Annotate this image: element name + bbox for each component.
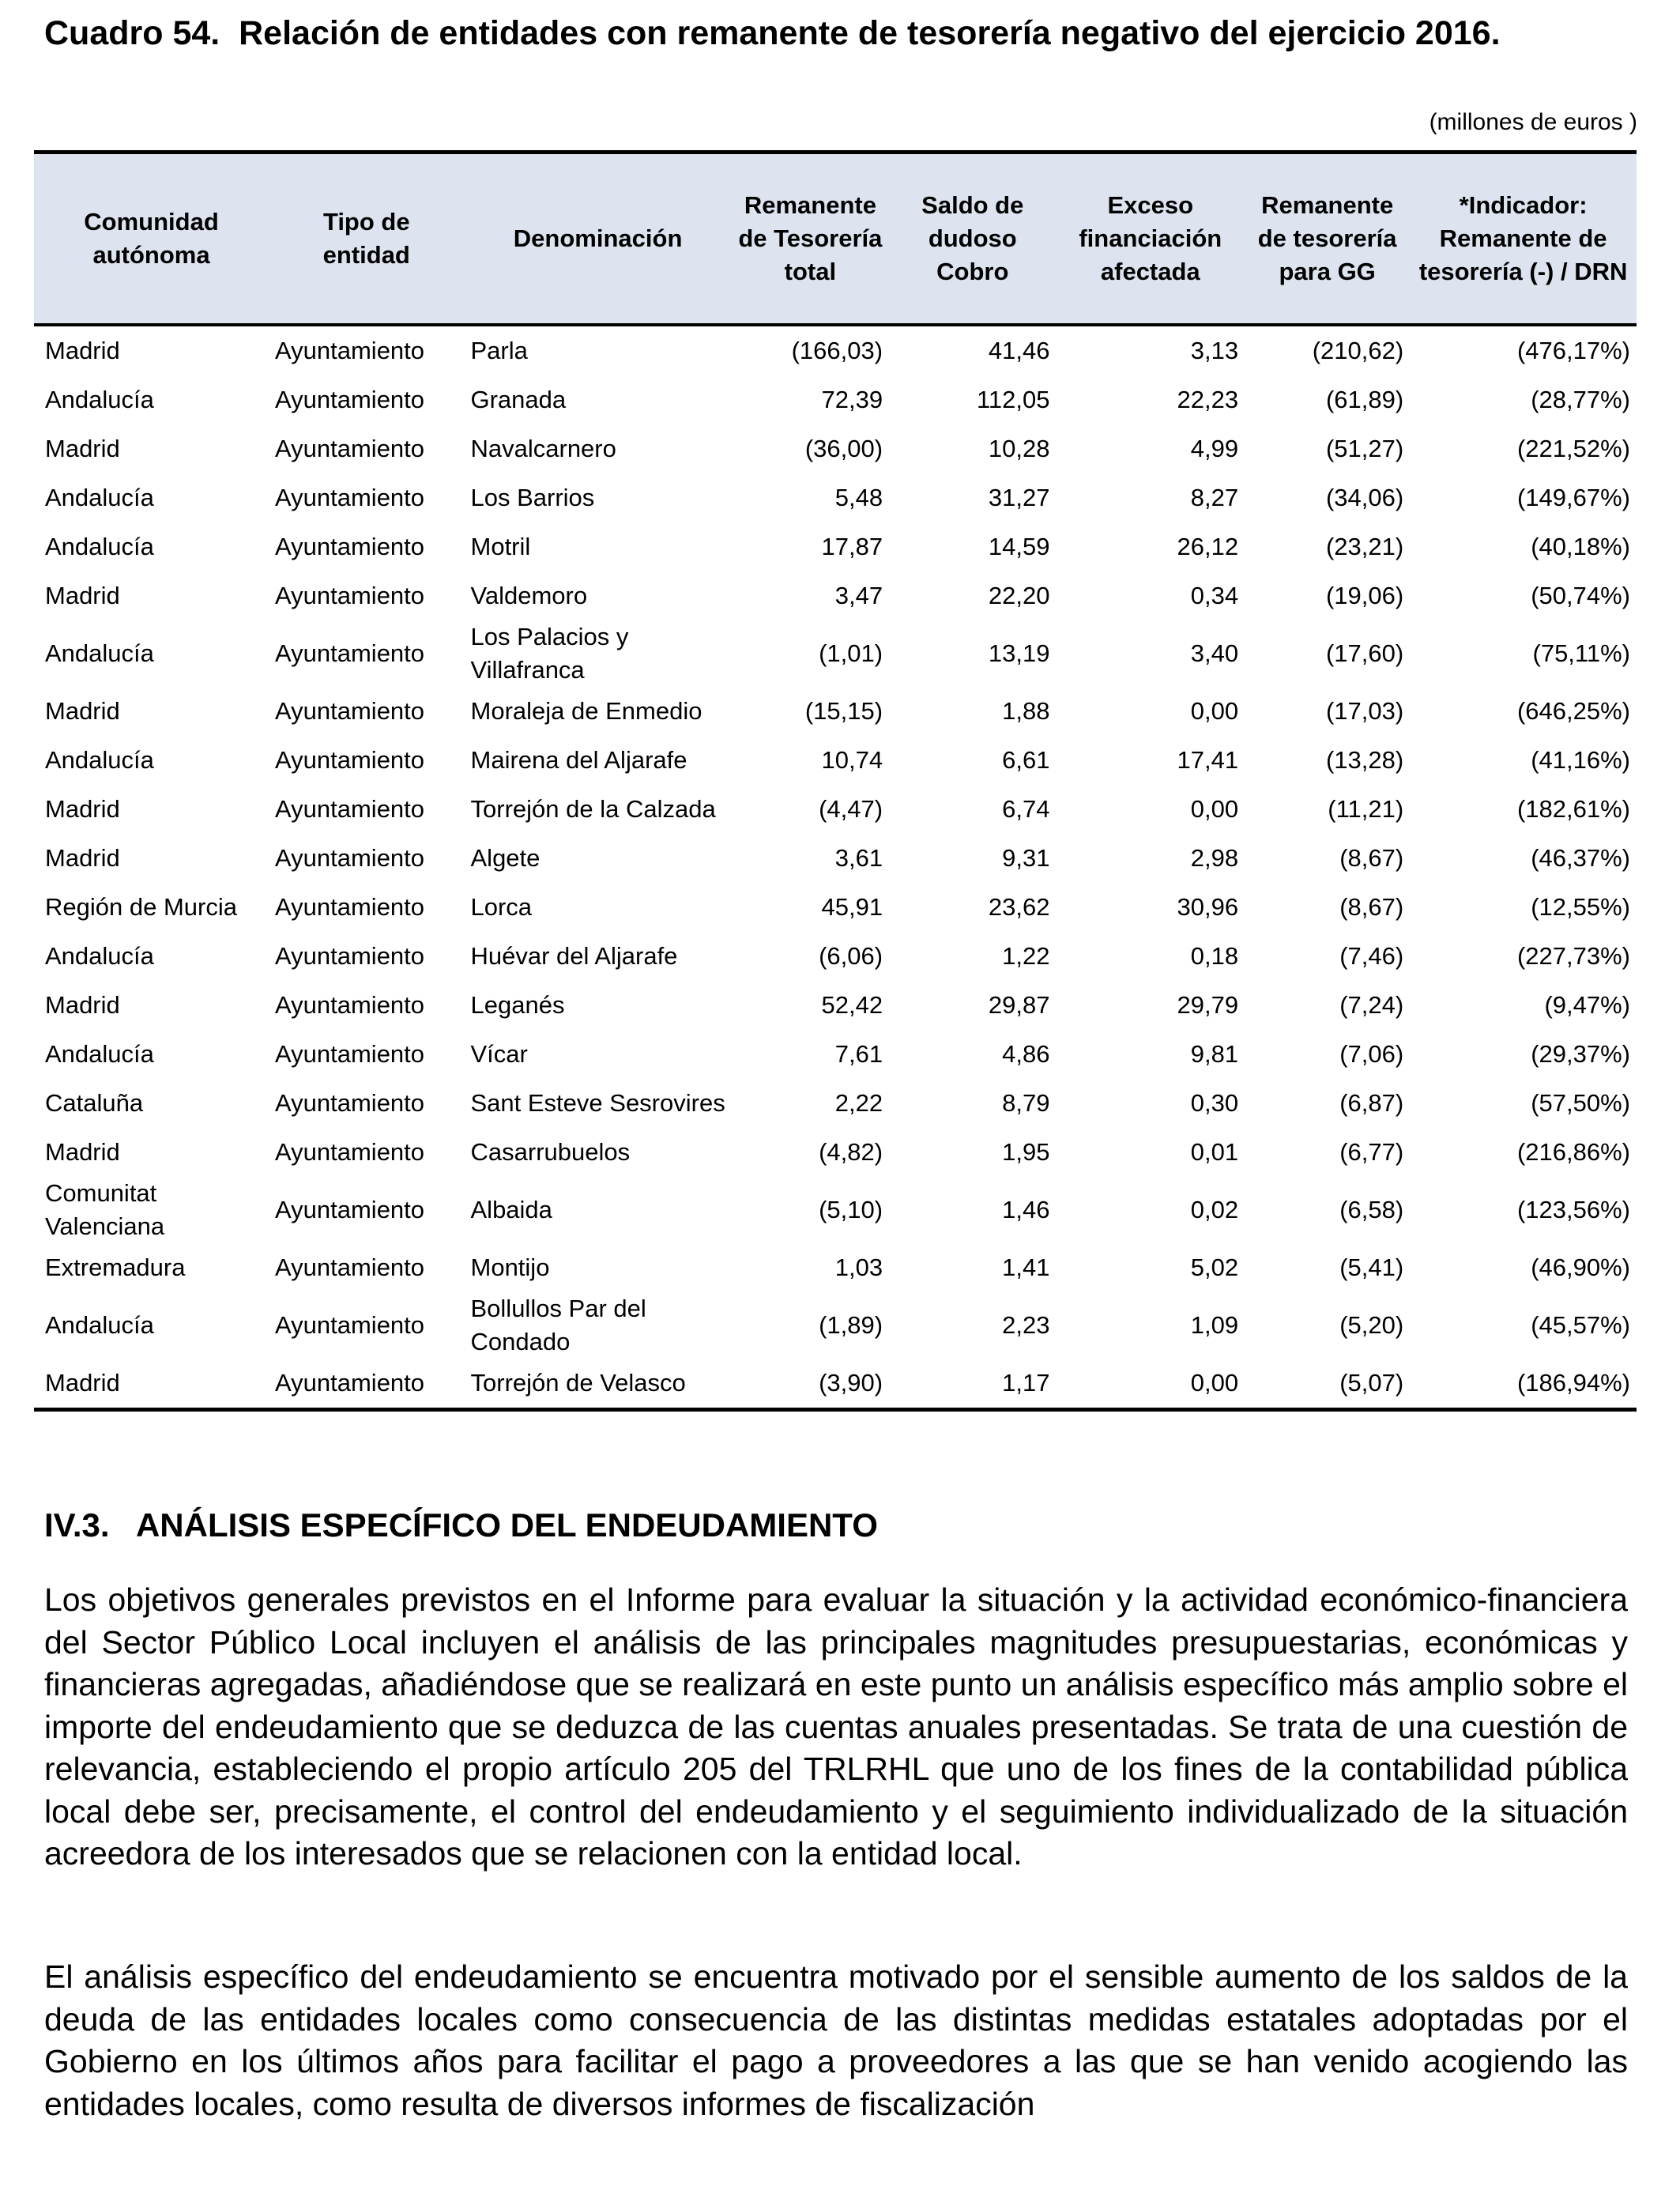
cell-denominacion: Vícar xyxy=(470,1040,528,1068)
cell-remanente-total: 7,61 xyxy=(834,1040,883,1068)
cell-exceso-financiacion: 3,13 xyxy=(1190,337,1239,364)
cell-remanente-total: 52,42 xyxy=(821,991,883,1019)
table-row xyxy=(34,1243,1637,1292)
table-row xyxy=(34,932,1637,981)
cell-comunidad: Madrid xyxy=(34,1359,269,1410)
cell-remanente-gg: (8,67) xyxy=(1339,893,1404,921)
cell-tipo: Ayuntamiento xyxy=(275,1311,425,1339)
cell-tipo: Ayuntamiento xyxy=(269,1359,464,1410)
header-exceso-financiacion: Exceso financiación afectada xyxy=(1056,153,1245,326)
cell-remanente-gg: (5,41) xyxy=(1339,1253,1404,1281)
cell-exceso-financiacion: 1,09 xyxy=(1190,1311,1239,1339)
header-remanente-gg: Remanente de tesorería para GG xyxy=(1245,153,1410,326)
cell-remanente-total: (1,01) xyxy=(819,639,883,667)
cell-remanente-gg: (6,58) xyxy=(1339,1196,1404,1223)
cell-comunidad: Madrid xyxy=(45,582,120,609)
cell-tipo: Ayuntamiento xyxy=(275,991,425,1019)
cell-indicador: (41,16%) xyxy=(1531,746,1630,774)
cell-indicador: (221,52%) xyxy=(1516,435,1630,462)
cell-indicador: (646,25%) xyxy=(1516,697,1630,725)
cell-denominacion: Lorca xyxy=(470,893,533,921)
cell-exceso-financiacion: 9,81 xyxy=(1190,1040,1239,1068)
cell-denominacion: Moraleja de Enmedio xyxy=(470,697,703,725)
cell-denominacion: Los Palacios y Villafranca xyxy=(470,623,629,684)
cell-remanente-gg: (7,06) xyxy=(1339,1040,1404,1068)
cell-remanente-total: 3,47 xyxy=(834,582,883,609)
cell-exceso-financiacion: 17,41 xyxy=(1177,746,1239,774)
cell-dudoso-cobro: 41,46 xyxy=(988,337,1050,364)
cell-tipo: Ayuntamiento xyxy=(275,844,425,872)
cell-tipo: Ayuntamiento xyxy=(275,639,425,667)
cell-comunidad: Andalucía xyxy=(45,386,154,413)
cell-indicador: (123,56%) xyxy=(1516,1196,1630,1223)
cell-remanente-gg: (23,21) xyxy=(1325,533,1404,560)
cell-denominacion: Torrejón de Velasco xyxy=(465,1359,732,1410)
cell-remanente-gg: (17,03) xyxy=(1325,697,1404,725)
cell-dudoso-cobro: 9,31 xyxy=(1002,844,1050,872)
header-tipo: Tipo de entidad xyxy=(269,153,464,326)
cell-remanente-gg: (6,77) xyxy=(1339,1138,1404,1166)
table-row xyxy=(34,571,1637,620)
cell-tipo: Ayuntamiento xyxy=(275,1138,425,1166)
cell-exceso-financiacion: 30,96 xyxy=(1177,893,1239,921)
cell-dudoso-cobro: 14,59 xyxy=(988,533,1050,560)
cell-tipo: Ayuntamiento xyxy=(275,1040,425,1068)
cell-indicador: (40,18%) xyxy=(1531,533,1630,560)
cell-tipo: Ayuntamiento xyxy=(275,533,425,560)
cell-denominacion: Sant Esteve Sesrovires xyxy=(470,1089,725,1117)
cell-dudoso-cobro: 31,27 xyxy=(988,484,1050,511)
cell-exceso-financiacion: 0,01 xyxy=(1190,1138,1239,1166)
cell-dudoso-cobro: 6,74 xyxy=(1002,795,1050,823)
header-indicador: *Indicador: Remanente de tesorería (-) / DRN xyxy=(1410,153,1637,326)
table-row xyxy=(34,981,1637,1030)
cell-tipo: Ayuntamiento xyxy=(275,893,425,921)
cell-remanente-gg: (5,07) xyxy=(1245,1359,1410,1410)
table-row xyxy=(34,834,1637,883)
cell-comunidad: Andalucía xyxy=(45,639,154,667)
table-row xyxy=(34,1079,1637,1128)
cell-denominacion: Los Barrios xyxy=(470,484,595,511)
cell-denominacion: Huévar del Aljarafe xyxy=(470,942,678,970)
cell-remanente-total: (166,03) xyxy=(791,337,883,364)
cell-remanente-total: (4,47) xyxy=(819,795,883,823)
table-row xyxy=(34,620,1637,687)
cell-dudoso-cobro: 1,22 xyxy=(1002,942,1050,970)
cell-remanente-total: (4,82) xyxy=(819,1138,883,1166)
table-row xyxy=(34,785,1637,834)
cell-tipo: Ayuntamiento xyxy=(275,582,425,609)
cell-remanente-total: (6,06) xyxy=(819,942,883,970)
cell-exceso-financiacion: 0,00 xyxy=(1056,1359,1245,1410)
cell-comunidad: Andalucía xyxy=(45,942,154,970)
cell-denominacion: Algete xyxy=(470,844,541,872)
cell-remanente-gg: (51,27) xyxy=(1325,435,1404,462)
cell-remanente-total: 45,91 xyxy=(821,893,883,921)
table-row xyxy=(34,1177,1637,1243)
cell-exceso-financiacion: 8,27 xyxy=(1190,484,1239,511)
cell-denominacion: Parla xyxy=(470,337,528,364)
cell-tipo: Ayuntamiento xyxy=(275,435,425,462)
cell-indicador: (182,61%) xyxy=(1516,795,1630,823)
body-paragraph-1: Los objetivos generales previstos en el Informe para evaluar la situación y la actividad económico-financiera del Sector Público Local incluyen el análisis de las principales magnitudes presupuestarias, económicas y financieras agregadas, añadiéndose que se realizará en este punto un análisis específico más amplio sobre el importe del endeudamiento que se deduzca de las cuentas anuales presentadas. Se trata de una cuestión de relevancia, estableciendo el propio artículo 205 del TRLRHL que uno de los fines de la contabilidad pública local debe ser, precisamente, el control del endeudamiento y el seguimiento individualizado de la situación acreedora de los interesados que se relacionen con la entidad local. xyxy=(44,1581,1628,1872)
cell-dudoso-cobro: 1,88 xyxy=(1002,697,1050,725)
cell-exceso-financiacion: 5,02 xyxy=(1190,1253,1239,1281)
cell-indicador: (476,17%) xyxy=(1516,337,1630,364)
cell-dudoso-cobro: 6,61 xyxy=(1002,746,1050,774)
cell-remanente-gg: (5,20) xyxy=(1339,1311,1404,1339)
cell-remanente-total: 10,74 xyxy=(821,746,883,774)
cell-dudoso-cobro: 1,41 xyxy=(1002,1253,1050,1281)
cell-comunidad: Madrid xyxy=(45,337,120,364)
cell-tipo: Ayuntamiento xyxy=(275,697,425,725)
cell-remanente-gg: (34,06) xyxy=(1325,484,1404,511)
cell-indicador: (46,90%) xyxy=(1531,1253,1630,1281)
cell-denominacion: Bollullos Par del Condado xyxy=(470,1295,646,1355)
table-header-row xyxy=(34,153,1637,326)
cell-remanente-total: (15,15) xyxy=(804,697,883,725)
cell-tipo: Ayuntamiento xyxy=(275,337,425,364)
cell-exceso-financiacion: 2,98 xyxy=(1190,844,1239,872)
cell-indicador: (186,94%) xyxy=(1410,1359,1637,1410)
cell-denominacion: Valdemoro xyxy=(470,582,588,609)
section-heading: IV.3. ANÁLISIS ESPECÍFICO DEL ENDEUDAMIENTO xyxy=(44,1506,878,1544)
cell-remanente-total: (36,00) xyxy=(804,435,883,462)
cell-indicador: (12,55%) xyxy=(1531,893,1630,921)
cell-indicador: (29,37%) xyxy=(1531,1040,1630,1068)
cell-comunidad: Extremadura xyxy=(45,1253,186,1281)
cell-dudoso-cobro: 1,17 xyxy=(889,1359,1056,1410)
cell-denominacion: Albaida xyxy=(470,1196,552,1223)
cell-dudoso-cobro: 10,28 xyxy=(988,435,1050,462)
cell-comunidad: Región de Murcia xyxy=(45,893,237,921)
cell-denominacion: Navalcarnero xyxy=(470,435,616,462)
cell-remanente-total: 5,48 xyxy=(834,484,883,511)
cell-dudoso-cobro: 29,87 xyxy=(988,991,1050,1019)
table-row xyxy=(34,736,1637,785)
cell-exceso-financiacion: 0,34 xyxy=(1190,582,1239,609)
cell-indicador: (45,57%) xyxy=(1531,1311,1630,1339)
cell-indicador: (9,47%) xyxy=(1544,991,1630,1019)
cell-remanente-total: 1,03 xyxy=(834,1253,883,1281)
cell-dudoso-cobro: 23,62 xyxy=(988,893,1050,921)
cell-denominacion: Granada xyxy=(470,386,567,413)
cell-comunidad: Andalucía xyxy=(45,484,154,511)
cell-denominacion: Torrejón de la Calzada xyxy=(470,795,716,823)
cell-comunidad: Andalucía xyxy=(45,1311,154,1339)
cell-comunidad: Andalucía xyxy=(45,746,154,774)
header-dudoso-cobro: Saldo de dudoso Cobro xyxy=(889,153,1056,326)
cell-dudoso-cobro: 4,86 xyxy=(1002,1040,1050,1068)
cell-exceso-financiacion: 3,40 xyxy=(1190,639,1239,667)
units-note: (millones de euros ) xyxy=(1429,109,1637,135)
cell-dudoso-cobro: 1,46 xyxy=(1002,1196,1050,1223)
cell-remanente-gg: (8,67) xyxy=(1339,844,1404,872)
table-row xyxy=(34,1359,1637,1410)
cell-comunidad: Madrid xyxy=(45,991,120,1019)
cell-indicador: (28,77%) xyxy=(1531,386,1630,413)
cell-indicador: (46,37%) xyxy=(1531,844,1630,872)
table-row xyxy=(34,424,1637,473)
cell-tipo: Ayuntamiento xyxy=(275,484,425,511)
cell-exceso-financiacion: 26,12 xyxy=(1177,533,1239,560)
cell-denominacion: Leganés xyxy=(470,991,565,1019)
table-row xyxy=(34,1030,1637,1079)
cell-dudoso-cobro: 112,05 xyxy=(976,386,1050,413)
cell-tipo: Ayuntamiento xyxy=(275,746,425,774)
cell-dudoso-cobro: 22,20 xyxy=(988,582,1050,609)
table-row xyxy=(34,325,1637,375)
cell-remanente-gg: (210,62) xyxy=(1312,337,1404,364)
cell-indicador: (50,74%) xyxy=(1531,582,1630,609)
cell-comunidad: Cataluña xyxy=(45,1089,144,1117)
cell-exceso-financiacion: 0,00 xyxy=(1190,795,1239,823)
cell-remanente-gg: (19,06) xyxy=(1325,582,1404,609)
cell-remanente-total: 17,87 xyxy=(821,533,883,560)
cell-indicador: (149,67%) xyxy=(1516,484,1630,511)
table-caption: Cuadro 54. Relación de entidades con remanente de tesorería negativo del ejercicio 2016. xyxy=(44,14,1501,52)
cell-dudoso-cobro: 1,95 xyxy=(1002,1138,1050,1166)
cell-comunidad: Madrid xyxy=(45,795,120,823)
cell-comunidad: Madrid xyxy=(45,697,120,725)
cell-indicador: (216,86%) xyxy=(1516,1138,1630,1166)
table-row xyxy=(34,687,1637,736)
cell-remanente-gg: (11,21) xyxy=(1328,795,1404,823)
table-body xyxy=(34,325,1637,1410)
table-row xyxy=(34,883,1637,932)
cell-exceso-financiacion: 0,30 xyxy=(1190,1089,1239,1117)
cell-tipo: Ayuntamiento xyxy=(275,1196,425,1223)
cell-remanente-total: 72,39 xyxy=(821,386,883,413)
cell-exceso-financiacion: 22,23 xyxy=(1177,386,1239,413)
cell-exceso-financiacion: 29,79 xyxy=(1177,991,1239,1019)
cell-remanente-total: (3,90) xyxy=(732,1359,889,1410)
cell-tipo: Ayuntamiento xyxy=(275,386,425,413)
cell-dudoso-cobro: 13,19 xyxy=(988,639,1050,667)
cell-exceso-financiacion: 0,00 xyxy=(1190,697,1239,725)
cell-tipo: Ayuntamiento xyxy=(275,795,425,823)
cell-denominacion: Montijo xyxy=(470,1253,550,1281)
header-comunidad: Comunidad autónoma xyxy=(34,153,269,326)
cell-comunidad: Madrid xyxy=(45,435,120,462)
cell-denominacion: Motril xyxy=(470,533,531,560)
table-row xyxy=(34,1128,1637,1177)
cell-tipo: Ayuntamiento xyxy=(275,942,425,970)
cell-comunidad: Andalucía xyxy=(45,533,154,560)
table-row xyxy=(34,375,1637,424)
table-row xyxy=(34,1292,1637,1359)
cell-denominacion: Mairena del Aljarafe xyxy=(470,746,687,774)
cell-exceso-financiacion: 0,02 xyxy=(1190,1196,1239,1223)
cell-remanente-total: (1,89) xyxy=(819,1311,883,1339)
cell-tipo: Ayuntamiento xyxy=(275,1089,425,1117)
table-row xyxy=(34,473,1637,522)
cell-comunidad: Madrid xyxy=(45,1138,120,1166)
cell-remanente-total: 3,61 xyxy=(834,844,883,872)
cell-exceso-financiacion: 0,18 xyxy=(1190,942,1239,970)
cell-tipo: Ayuntamiento xyxy=(275,1253,425,1281)
body-paragraph-2: El análisis específico del endeudamiento se encuentra motivado por el sensible aumento de los saldos de la deuda de las entidades locales como consecuencia de las distintas medidas estatales adoptadas por el Gobierno en los últimos años para facilitar el pago a proveedores a las que se han venido acogiendo las entidades locales, como resulta de diversos informes de fiscalización xyxy=(44,1958,1628,2122)
cell-comunidad: Madrid xyxy=(45,844,120,872)
cell-dudoso-cobro: 8,79 xyxy=(1002,1089,1050,1117)
cell-comunidad: Andalucía xyxy=(45,1040,154,1068)
table-row xyxy=(34,522,1637,571)
cell-indicador: (57,50%) xyxy=(1531,1089,1630,1117)
cell-remanente-gg: (6,87) xyxy=(1339,1089,1404,1117)
cell-remanente-gg: (7,46) xyxy=(1339,942,1404,970)
cell-denominacion: Casarrubuelos xyxy=(470,1138,631,1166)
cell-remanente-gg: (13,28) xyxy=(1325,746,1404,774)
cell-remanente-gg: (7,24) xyxy=(1339,991,1404,1019)
cell-remanente-gg: (61,89) xyxy=(1325,386,1404,413)
entities-table xyxy=(34,150,1637,1412)
cell-remanente-total: (5,10) xyxy=(819,1196,883,1223)
cell-comunidad: Comunitat Valenciana xyxy=(45,1179,165,1240)
header-denominacion: Denominación xyxy=(465,153,732,326)
cell-dudoso-cobro: 2,23 xyxy=(1002,1311,1050,1339)
cell-remanente-gg: (17,60) xyxy=(1325,639,1404,667)
cell-indicador: (75,11%) xyxy=(1532,639,1630,667)
cell-indicador: (227,73%) xyxy=(1516,942,1630,970)
cell-exceso-financiacion: 4,99 xyxy=(1190,435,1239,462)
header-remanente-total: Remanente de Tesorería total xyxy=(732,153,889,326)
cell-remanente-total: 2,22 xyxy=(834,1089,883,1117)
